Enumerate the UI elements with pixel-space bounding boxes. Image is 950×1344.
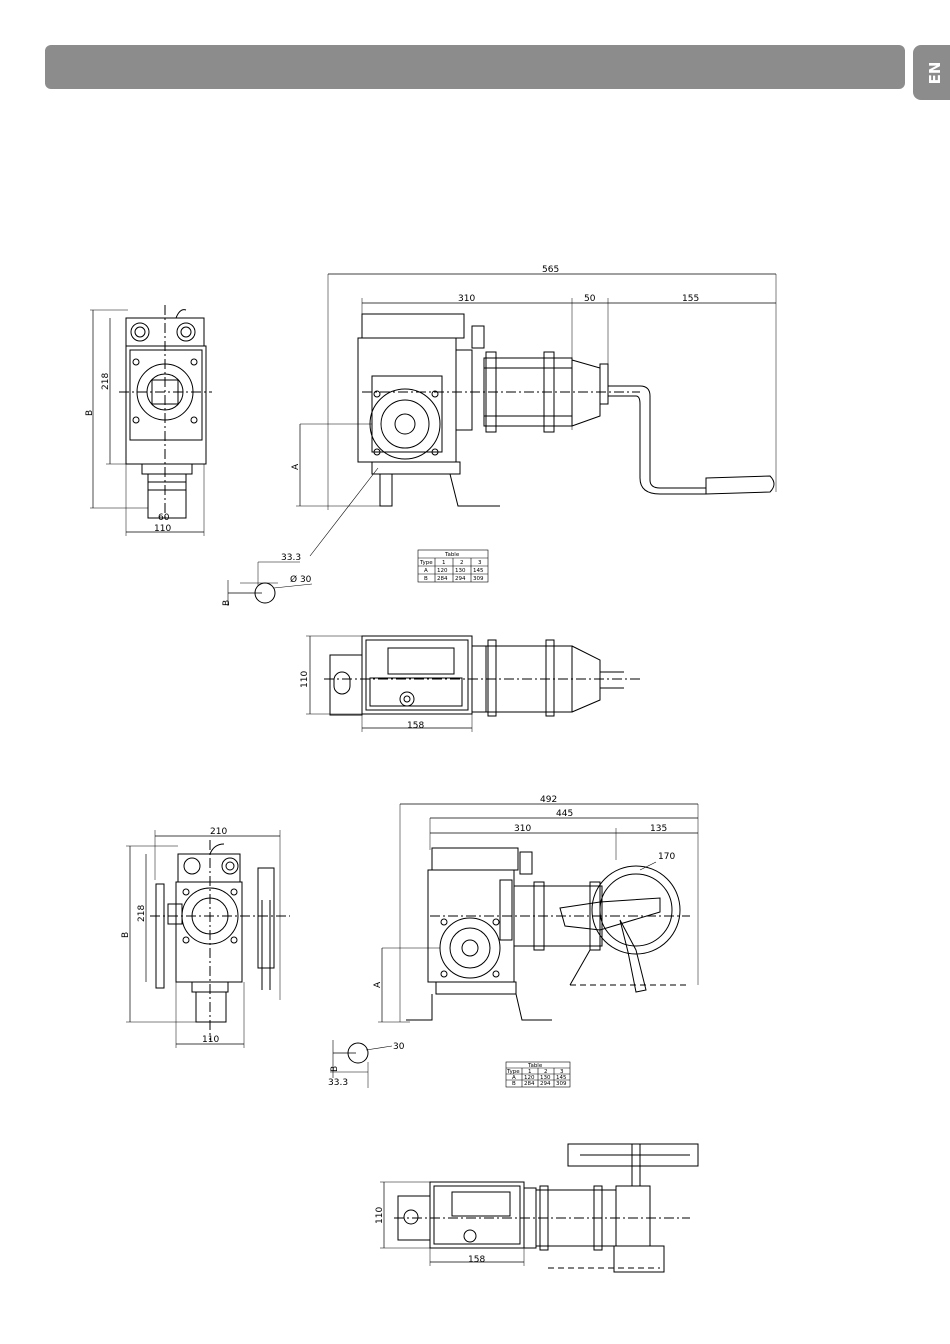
d1-table-r1c2: 294	[455, 576, 466, 582]
d2-front-overall: 492	[540, 795, 558, 805]
drawing1-side-view	[90, 305, 212, 536]
d1-detail-b: B	[222, 599, 232, 606]
d1-detail-offset: 33.3	[281, 553, 302, 563]
drawing2-top-view	[380, 1144, 698, 1272]
drawing2-front-view	[378, 804, 698, 1022]
drawing1-front-view	[296, 274, 776, 556]
d1-table-h0: Type	[420, 560, 433, 566]
d2-table-h2: 2	[544, 1069, 548, 1075]
d2-table-h0: Type	[507, 1069, 520, 1075]
d1-front-body: 310	[458, 294, 476, 304]
d2-front-wheel: 135	[650, 824, 668, 834]
d2-table-r1c0: B	[512, 1081, 516, 1087]
d1-table-h2: 2	[460, 560, 464, 566]
d1-table-h3: 3	[478, 560, 482, 566]
d2-front-body: 310	[514, 824, 532, 834]
d1-table-r1c3: 309	[473, 576, 484, 582]
d1-front-overall: 565	[542, 265, 560, 275]
d2-table-r0c3: 145	[556, 1075, 567, 1081]
d1-front-gap: 50	[584, 294, 596, 304]
d2-front-mid: 445	[556, 809, 574, 819]
d1-side-b: B	[85, 409, 95, 416]
d2-side-b: B	[121, 931, 131, 938]
d2-table-r1c3: 309	[556, 1081, 567, 1087]
d1-detail-diameter: Ø 30	[290, 575, 312, 585]
d2-detail-diameter: 30	[393, 1042, 405, 1052]
d1-front-a: A	[291, 463, 301, 470]
d1-top-width: 158	[407, 721, 425, 731]
d2-table-r1c1: 284	[524, 1081, 535, 1087]
d1-table-r0c1: 120	[437, 568, 448, 574]
d2-side-height: 218	[137, 904, 147, 922]
d2-top-width: 158	[468, 1255, 486, 1265]
d2-table-r0c2: 130	[540, 1075, 551, 1081]
d2-side-width-top: 210	[210, 827, 228, 837]
d2-table-r1c2: 294	[540, 1081, 551, 1087]
d1-front-crank: 155	[682, 294, 700, 304]
d2-top-height: 110	[375, 1206, 385, 1224]
d2-detail-b: B	[330, 1065, 340, 1072]
d2-table-h3: 3	[560, 1069, 564, 1075]
d2-table-r0c0: A	[512, 1075, 516, 1081]
d2-table-title: Table	[528, 1063, 543, 1069]
d1-table-r0c3: 145	[473, 568, 484, 574]
d1-table-title: Table	[445, 552, 460, 558]
d1-top-height: 110	[300, 670, 310, 688]
d1-table-r0c2: 130	[455, 568, 466, 574]
drawing1-top-view	[306, 636, 640, 732]
d1-table-r0c0: A	[424, 568, 428, 574]
d1-table-h1: 1	[442, 560, 446, 566]
d1-table-r1c1: 284	[437, 576, 448, 582]
d1-table-r1c0: B	[424, 576, 428, 582]
d2-table-r0c1: 120	[524, 1075, 535, 1081]
d1-side-height: 218	[101, 372, 111, 390]
d2-front-radius: 170	[658, 852, 676, 862]
d2-side-width-bottom: 110	[202, 1035, 220, 1045]
d1-side-shaft: 60	[158, 513, 170, 523]
d2-table-h1: 1	[528, 1069, 532, 1075]
drawing2-side-view	[126, 830, 290, 1048]
d2-front-a: A	[373, 981, 383, 988]
d2-detail-offset: 33.3	[328, 1078, 349, 1088]
d1-side-width: 110	[154, 524, 172, 534]
language-label: EN	[926, 61, 944, 85]
